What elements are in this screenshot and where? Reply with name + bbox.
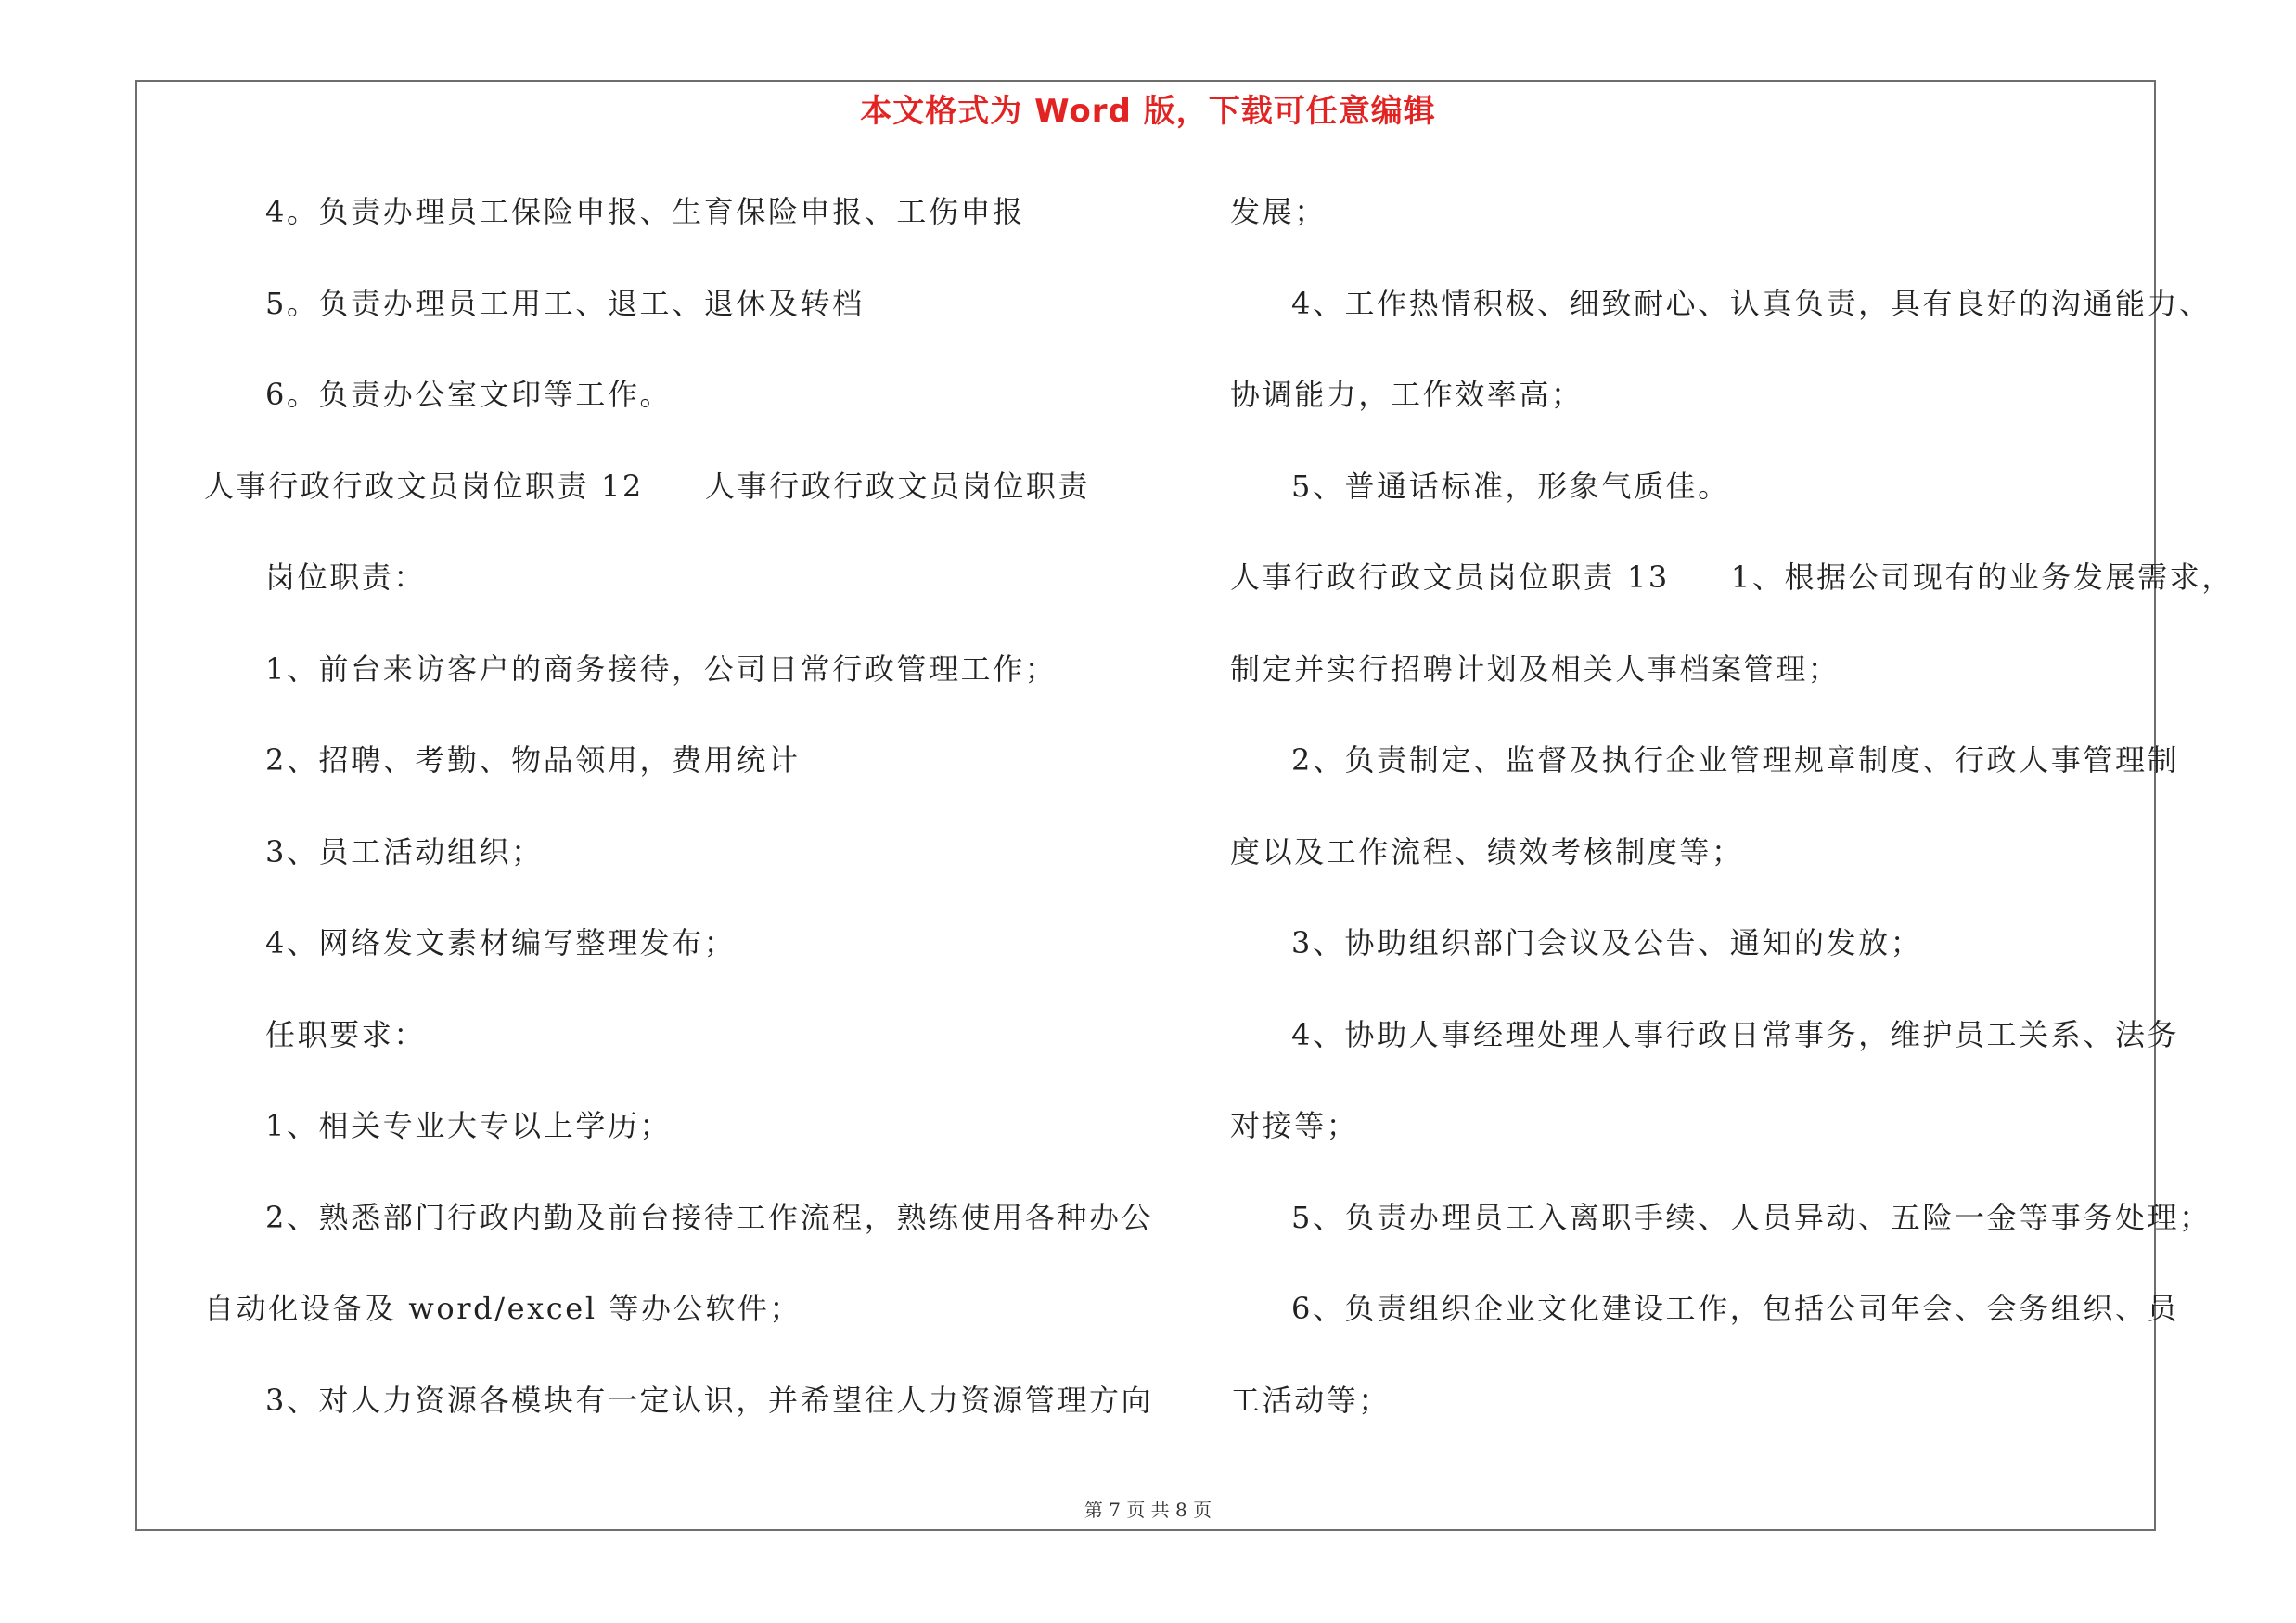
paragraph-line [1230,459,2167,551]
paragraph-line [204,1008,1141,1100]
paragraph-text: 3、对人力资源各模块有一定认识，并希望往人力资源管理方向 [265,1382,1154,1418]
paragraph-text: 协调能力，工作效率高； [1230,377,1584,412]
header-banner: 本文格式为 Word 版，下载可任意编辑 [860,93,1436,130]
paragraph-text: 度以及工作流程、绩效考核制度等； [1230,833,1744,869]
paragraph-line [1230,277,2212,368]
paragraph-text: 4、工作热情积极、细致耐心、认真负责，具有良好的沟通能力、 [1291,285,2212,321]
paragraph-line [204,1099,1141,1191]
paragraph-text: 3、协助组织部门会议及公告、通知的发放； [1291,925,1923,960]
page-footer: 第 7 页 共 8 页 [1084,1499,1212,1521]
paragraph-line [204,916,1141,1008]
paragraph-text: 1、前台来访客户的商务接待，公司日常行政管理工作； [265,650,1058,687]
left-column [204,185,1154,1464]
paragraph-line [204,367,1141,459]
paragraph-line [1230,916,2167,1008]
paragraph-line [1230,1191,2212,1282]
paragraph-line [204,550,1141,642]
paragraph-text: 对接等； [1230,1108,1359,1143]
paragraph-line [204,185,1141,277]
paragraph-line [1230,367,2167,459]
paragraph-line [204,642,1141,734]
paragraph-line [1230,185,2167,277]
section-heading-line [1230,550,2234,642]
paragraph-line [1230,642,2167,734]
paragraph-text: 发展； [1230,194,1327,229]
paragraph-line [204,1191,1154,1282]
section-heading: 人事行政行政文员岗位职责 12 [204,468,644,504]
paragraph-text: 工活动等； [1230,1382,1392,1418]
paragraph-text: 4、网络发文素材编写整理发布； [265,925,737,960]
right-column [1230,185,2234,1464]
section-heading-line [204,459,1141,551]
paragraph-text: 2、负责制定、监督及执行企业管理规章制度、行政人事管理制 [1291,742,2180,778]
paragraph-text: 5。负责办理员工用工、退工、退休及转档 [265,285,865,321]
paragraph-text: 6、负责组织企业文化建设工作，包括公司年会、会务组织、员 [1291,1291,2180,1326]
paragraph-text: 2、熟悉部门行政内勤及前台接待工作流程，熟练使用各种办公 [265,1199,1154,1235]
paragraph-line [1230,1282,2180,1373]
paragraph-line [1230,1008,2180,1100]
paragraph-text: 1、根据公司现有的业务发展需求， [1730,560,2234,595]
paragraph-line [1230,733,2180,825]
paragraph-text: 2、招聘、考勤、物品领用，费用统计 [265,742,801,778]
paragraph-line [204,825,1141,917]
paragraph-text: 人事行政行政文员岗位职责 [704,468,1091,504]
paragraph-text: 5、负责办理员工入离职手续、人员异动、五险一金等事务处理； [1291,1199,2212,1235]
paragraph-text: 4、协助人事经理处理人事行政日常事务，维护员工关系、法务 [1291,1016,2180,1052]
paragraph-text: 任职要求： [265,1016,427,1052]
paragraph-line [1230,1373,2167,1465]
section-heading: 人事行政行政文员岗位职责 13 [1230,560,1670,595]
paragraph-text: 4。负责办理员工保险申报、生育保险申报、工伤申报 [265,194,1025,229]
paragraph-text: 制定并实行招聘计划及相关人事档案管理； [1230,650,1841,687]
paragraph-line [1230,1099,2167,1191]
paragraph-text: 自动化设备及 word/excel 等办公软件； [204,1291,802,1326]
paragraph-text: 6。负责办公室文印等工作。 [265,377,673,412]
paragraph-line [1230,825,2167,917]
paragraph-line [204,1373,1154,1465]
paragraph-text: 3、员工活动组织； [265,833,544,869]
paragraph-line [204,733,1141,825]
paragraph-line [204,277,1141,368]
paragraph-text: 5、普通话标准，形象气质佳。 [1291,468,1730,504]
paragraph-text: 1、相关专业大专以上学历； [265,1108,673,1143]
paragraph-text: 岗位职责： [265,560,427,595]
paragraph-line [204,1282,1141,1373]
